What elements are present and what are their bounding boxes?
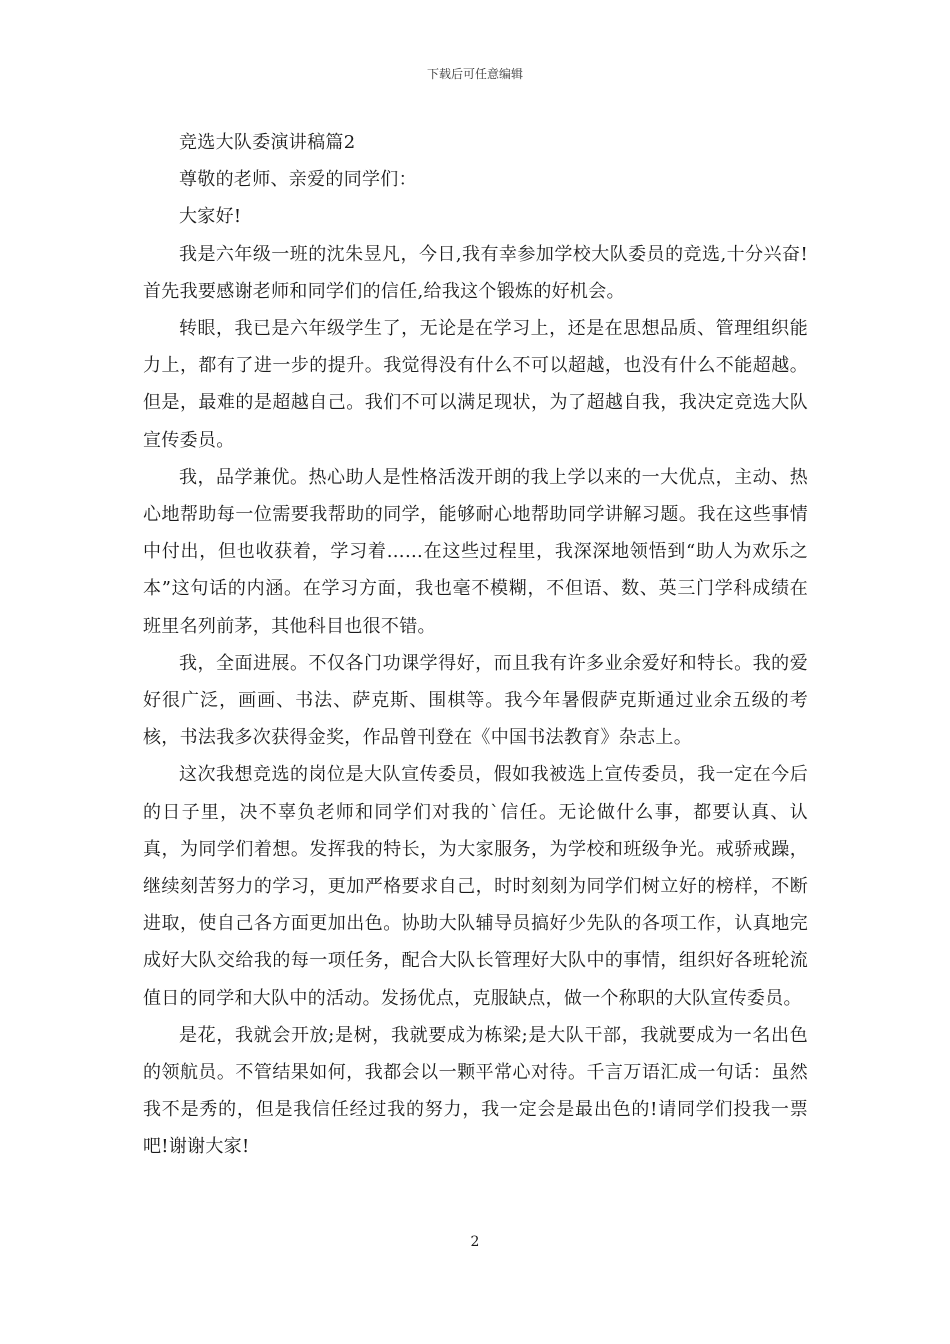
salutation: 尊敬的老师、亲爱的同学们： [179,169,417,191]
greeting: 大家好! [179,206,242,228]
document-body [143,124,808,1166]
paragraph: 是花，我就会开放;是树，我就要成为栋梁;是大队干部，我就要成为一名出色的领航员。不管结果如何，我都会以一颗平常心对待。千言万语汇成一句话：虽然我不是秀的，但是我信任经过我的努力，我一定会是最出色的!请同学们投我一票吧!谢谢大家! [143,1024,808,1158]
paragraph: 我，全面进展。不仅各门功课学得好，而且我有许多业余爱好和特长。我的爱好很广泛，画画、书法、萨克斯、围棋等。我今年暑假萨克斯通过业余五级的考核，书法我多次获得金奖，作品曾刊登在《中国书法教育》杂志上。 [143,652,808,749]
page-header: 下载后可任意编辑 [426,67,523,81]
paragraph: 我，品学兼优。热心助人是性格活泼开朗的我上学以来的一大优点，主动、热心地帮助每一位需要我帮助的同学，能够耐心地帮助同学讲解习题。我在这些事情中付出，但也收获着，学习着……在这些过程里，我深深地领悟到“助人为欢乐之本”这句话的内涵。在学习方面，我也毫不模糊，不但语、数、英三门学科成绩在班里名列前茅，其他科目也很不错。 [143,466,808,637]
page-number: 2 [470,1234,480,1250]
document-title: 竞选大队委演讲稿篇2 [179,132,356,153]
paragraph: 这次我想竞选的岗位是大队宣传委员，假如我被选上宣传委员，我一定在今后的日子里，决不辜负老师和同学们对我的`信任。无论做什么事，都要认真、认真，为同学们着想。发挥我的特长，为大家服务，为学校和班级争光。戒骄戒躁，继续刻苦努力的学习，更加严格要求自己，时时刻刻为同学们树立好的榜样，不断进取，使自己各方面更加出色。协助大队辅导员搞好少先队的各项工作，认真地完成好大队交给我的每一项任务，配合大队长管理好大队中的事情，组织好各班轮流值日的同学和大队中的活动。发扬优点，克服缺点，做一个称职的大队宣传委员。 [143,764,808,1009]
paragraph: 我是六年级一班的沈朱昱凡，今日,我有幸参加学校大队委员的竞选,十分兴奋!首先我要感谢老师和同学们的信任,给我这个锻炼的好机会。 [143,243,808,302]
paragraph: 转眼，我已是六年级学生了，无论是在学习上，还是在思想品质、管理组织能力上，都有了进一步的提升。我觉得没有什么不可以超越，也没有什么不能超越。但是，最难的是超越自己。我们不可以满足现状，为了超越自我，我决定竞选大队宣传委员。 [143,318,808,451]
